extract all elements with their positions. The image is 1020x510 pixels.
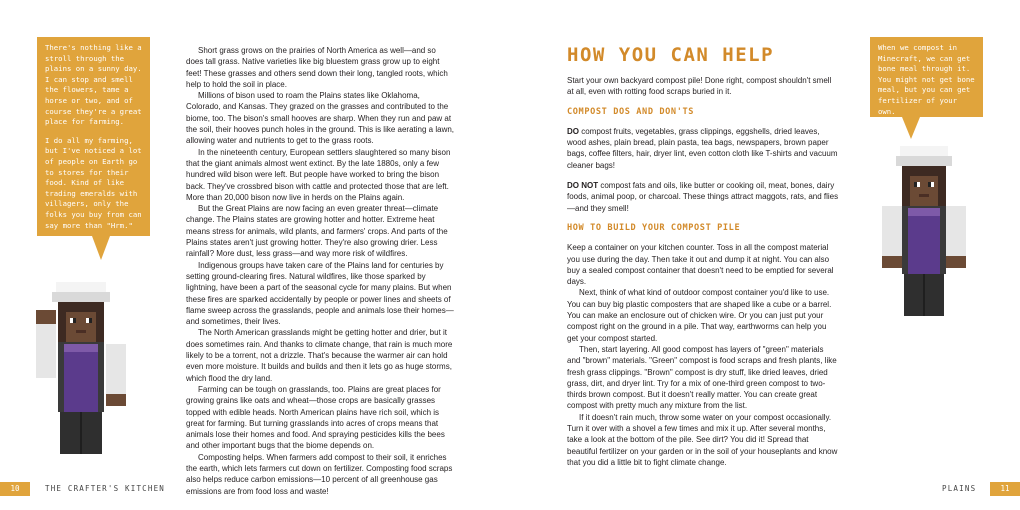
- speech-bubble-right: [870, 37, 983, 117]
- arm: [106, 344, 126, 394]
- arm: [882, 206, 902, 256]
- do-text: compost fruits, vegetables, grass clippings, eggshells, dried leaves, wood ashes, plain bread, plain pasta, tea bags, newspapers, brown paper bags, coffee filters, hair, dryer lint, even cotton cloth like T-shirts and vacuum cleaner bags!: [567, 126, 838, 170]
- left-body-text: [186, 45, 455, 497]
- speech-bubble-left: [37, 37, 150, 236]
- right-body-text: [567, 75, 839, 468]
- body-paragraph: But the Great Plains are now facing an even greater threat—climate change. The Plains states are growing hotter and hotter. Extreme heat means stress for animals, wild plants, and farmers' crops. And parts of the Plains states aren't just growing hotter. They're also growing drier. Less rainfall? More dust, less grass—and way more risk of wildfires.: [186, 204, 448, 259]
- do-paragraph: [567, 126, 839, 171]
- right-page: [510, 0, 1020, 510]
- subheading-dos-donts: COMPOST DOS AND DON'TS: [567, 106, 695, 117]
- body-paragraph: Farming can be tough on grasslands, too. Plains are great places for growing grains like oats and wheat—those crops are basically grasses topped with edible heads. North American plains have rich soil, which is great for farming. But turning grasslands into acres of crops means that animals lose their homes and food. And spraying pesticides kills the bees and other important bugs that the biome depends on.: [186, 384, 445, 451]
- speech-bubble-tail: [92, 236, 110, 260]
- page-number-right: 11: [990, 482, 1020, 496]
- body-paragraph: Next, think of what kind of outdoor compost container you'd like to use. You can buy big plastic composters that are shaped like a cube or a barrel. You can make an enclosure out of chicken wire. Or you can just put your compost right on the ground in a pile. That way, earthworms can help you get your compost started.: [567, 288, 832, 343]
- body-paragraph: Then, start layering. All good compost has layers of "green" materials and "brown" materials. "Green" compost is food scraps and fresh plants, like fresh grass clippings. "Brown" compost is dry stuff, like dried leaves, dried grass, dirt, and dryer lint. Try for a mix of one-third green compost to two-thirds brown compost. But it doesn't really matter. You can create great compost with pretty much any mixture from the list.: [567, 344, 837, 411]
- arm: [946, 206, 966, 256]
- dont-label: DO NOT: [567, 181, 599, 191]
- arm-raised: [36, 322, 56, 378]
- running-title-right: PLAINS: [942, 484, 977, 493]
- apron: [908, 208, 940, 274]
- crafter-character-left: [30, 282, 134, 458]
- apron: [64, 344, 98, 412]
- do-label: DO: [567, 126, 579, 136]
- bubble-paragraph: I do all my farming, but I've noticed a lot of people on Earth go to stores for their food. Kind of like trading emeralds with villagers, only the folks you buy from can say more than "Hrm.": [45, 135, 142, 230]
- intro-paragraph: Start your own backyard compost pile! Done right, compost shouldn't smell at all, even with rotting food scraps buried in it.: [567, 76, 832, 97]
- body-paragraph: Indigenous groups have taken care of the Plains land for centuries by setting ground-clearing fires. Natural wildfires, like those sparked by lightning, have been a part of the seasonal cycle for many plains. But when these fires are sparked accidentally by people or power lines and sheets of flame sweep across the grasslands, people and animals lose their homes—and sometimes, their lives.: [186, 260, 454, 327]
- dont-text: compost fats and oils, like butter or cooking oil, meat, bones, dairy foods, animal poop, or charcoal. These things attract maggots, rats, and flies—and they smell!: [567, 181, 839, 213]
- page-number-left: 10: [0, 482, 30, 496]
- running-title-left: THE CRAFTER'S KITCHEN: [45, 484, 166, 493]
- bubble-paragraph: There's nothing like a stroll through the plains on a sunny day. I can stop and smell the flowers, tame a horse or two, and of course they're a great place for farming.: [45, 43, 142, 127]
- body-paragraph: Composting helps. When farmers add compost to their soil, it enriches the earth, which lets farmers cut down on fertilizer. Composting food scraps also helps reduce carbon emissions—10 percent of all greenhouse gas emissions are from food loss and waste!: [186, 452, 453, 496]
- body-paragraph: Keep a container on your kitchen counter. Toss in all the compost material you use during the day. Then take it out and dump it at night. You can also buy a sealed compost container that doesn't need to be emptied for several days.: [567, 243, 834, 287]
- body-paragraph: The North American grasslands might be getting hotter and drier, but it does sometimes rain. And thanks to climate change, that rain is much more likely to be a torrent, not a drizzle. That's because the warmer air can hold even more moisture. It builds and builds and then it lets go as huge storms, which flood the dry land.: [186, 328, 453, 383]
- speech-bubble-tail: [902, 117, 920, 139]
- subheading-build-pile: HOW TO BUILD YOUR COMPOST PILE: [567, 222, 741, 233]
- body-paragraph: If it doesn't rain much, throw some water on your compost occasionally. Turn it over with a shovel a few times and mix it up. After several months, take a look at the bottom of the pile. See dirt? You did it! Spread that beautiful fertilizer on your garden or in the soil of your houseplants and know that you did a little bit to fight climate change.: [567, 412, 838, 467]
- body-paragraph: Millions of bison used to roam the Plains states like Oklahoma, Colorado, and Kansas. They grazed on the grasses and contributed to the biome, too. The bison's small hooves are sharp. When they run and paw at the soil, their hooves punch holes in the ground. This is like aerating a lawn, allowing water and nutrients to get to the grass roots.: [186, 91, 455, 146]
- body-paragraph: In the nineteenth century, European settlers slaughtered so many bison that the giant animals almost went extinct. By the late 1880s, only a few hundred wild bison were left. But people have worked to bring the bison back. They've crossbred bison with cattle and protected those that are left. More than 20,000 bison now live in herds on the Plains again.: [186, 147, 451, 202]
- section-heading: HOW YOU CAN HELP: [567, 44, 775, 66]
- bubble-paragraph: When we compost in Minecraft, we can get bone meal through it. You might not get bone meal, but you can get fertilizer of your own.: [878, 43, 975, 116]
- body-paragraph: Short grass grows on the prairies of North America as well—and so does tall grass. Native varieties like big bluestem grass grow up to eight feet! These grasses and others send down their long, tangled roots, which help to hold the soil in place.: [186, 46, 448, 89]
- dont-paragraph: [567, 180, 839, 214]
- crafter-character-right: [874, 146, 974, 318]
